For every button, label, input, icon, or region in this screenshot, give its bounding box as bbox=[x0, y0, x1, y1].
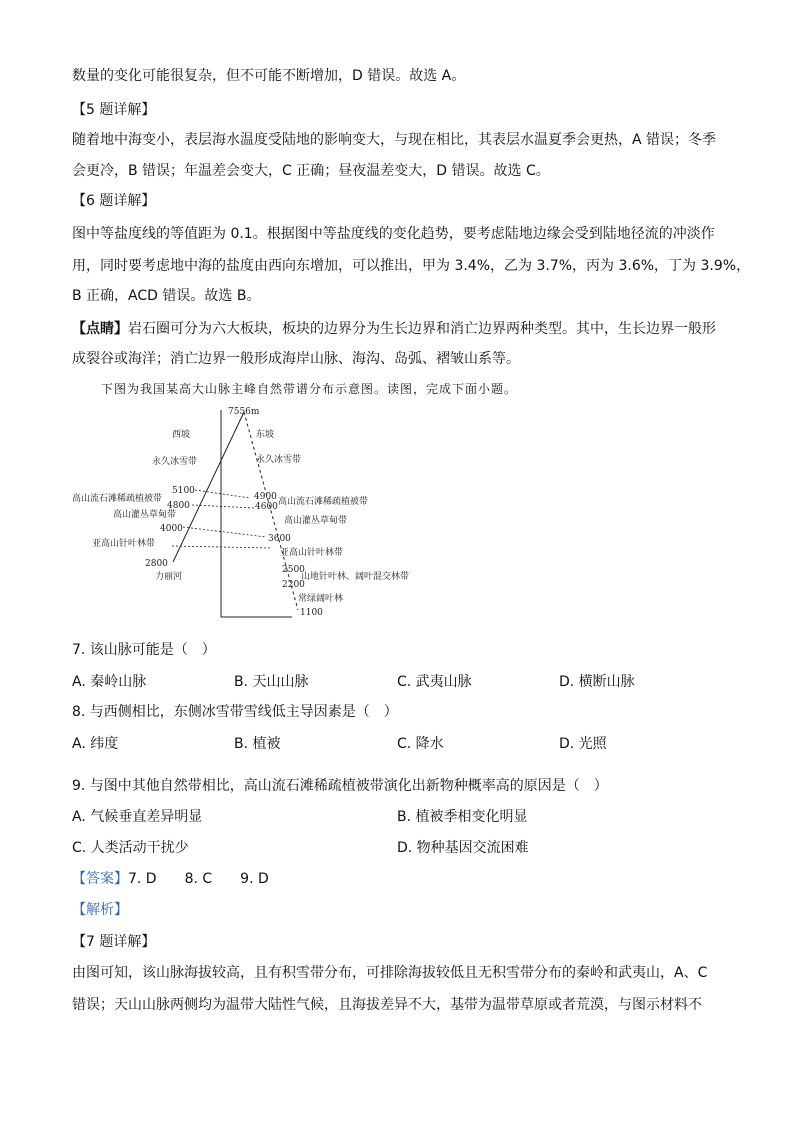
option-a[interactable]: A. 秦岭山脉 bbox=[72, 674, 147, 690]
text-line: 用，同时要考虑地中海的盐度由西向东增加，可以推出，甲为 3.4%，乙为 3.7%，丙为 3.6%，丁为 3.9%， bbox=[72, 258, 751, 274]
option-d[interactable]: D. 横断山脉 bbox=[559, 674, 635, 690]
elev-label: 4600 bbox=[255, 502, 278, 512]
zone-label: 永久冰雪带 bbox=[256, 455, 302, 465]
section-heading: 【5 题详解】 bbox=[72, 102, 156, 118]
zone-label: 亚高山针叶林带 bbox=[92, 539, 156, 549]
question-stem: 9. 与图中其他自然带相比，高山流石滩稀疏植被带演化出新物种概率高的原因是（ ） bbox=[72, 778, 608, 794]
text-line: 会更冷，B 错误；年温差会变大，C 正确；昼夜温差变大，D 错误。故选 C。 bbox=[72, 163, 550, 179]
point-text: 岩石圈可分为六大板块，板块的边界分为生长边界和消亡边界两种类型。其中，生长边界一般形 bbox=[128, 321, 716, 337]
figure-caption: 下图为我国某高大山脉主峰自然带谱分布示意图。读图，完成下面小题。 bbox=[101, 382, 518, 396]
option-c[interactable]: C. 武夷山脉 bbox=[397, 674, 472, 690]
elev-label: 2500 bbox=[282, 565, 305, 575]
zone-label: 常绿阔叶林 bbox=[298, 594, 344, 604]
text-line: 错误；天山山脉两侧均为温带大陆性气候，且海拔差异不大，基带为温带草原或者荒漠，与图示材料不 bbox=[72, 997, 702, 1013]
option-b[interactable]: B. 植被 bbox=[234, 736, 281, 752]
zone-label: 山地针叶林、阔叶混交林带 bbox=[301, 572, 410, 582]
mountain-diagram bbox=[0, 400, 794, 640]
option-a[interactable]: A. 纬度 bbox=[72, 736, 119, 752]
point-tag: 【点睛】 bbox=[72, 321, 128, 337]
elev-label: 4000 bbox=[160, 524, 183, 534]
east-label: 东坡 bbox=[256, 430, 275, 440]
elev-label: 5100 bbox=[172, 486, 195, 496]
section-heading: 【6 题详解】 bbox=[72, 193, 156, 209]
text-line: 随着地中海变小，表层海水温度受陆地的影响变大，与现在相比，其表层水温夏季会更热，A 错误；冬季 bbox=[72, 132, 717, 148]
section-heading: 【7 题详解】 bbox=[72, 934, 156, 950]
river-label: 力丽河 bbox=[155, 572, 183, 582]
answer-text: 7. D 8. C 9. D bbox=[128, 871, 269, 887]
zone-label: 高山灌丛草甸带 bbox=[284, 516, 348, 526]
text-line: B 正确，ACD 错误。故选 B。 bbox=[72, 288, 261, 304]
option-c[interactable]: C. 人类活动干扰少 bbox=[72, 840, 189, 856]
text-line: 成裂谷或海洋；消亡边界一般形成海岸山脉、海沟、岛弧、褶皱山系等。 bbox=[72, 351, 520, 367]
text-line bbox=[72, 319, 716, 339]
option-b[interactable]: B. 天山山脉 bbox=[234, 674, 309, 690]
text-line: 由图可知，该山脉海拔较高，且有积雪带分布，可排除海拔较低且无积雪带分布的秦岭和武夷山，A、C bbox=[72, 965, 708, 981]
question-stem: 7. 该山脉可能是（ ） bbox=[72, 642, 216, 658]
text-line: 图中等盐度线的等值距为 0.1。根据图中等盐度线的变化趋势，要考虑陆地边缘会受到陆地径流的冲淡作 bbox=[72, 226, 715, 242]
question-stem: 8. 与西侧相比，东侧冰雪带雪线低主导因素是（ ） bbox=[72, 704, 398, 720]
elev-label: 2200 bbox=[282, 580, 305, 590]
zone-label: 高山流石滩稀疏植被带 bbox=[278, 497, 369, 507]
west-label: 西坡 bbox=[172, 430, 191, 440]
option-d[interactable]: D. 光照 bbox=[559, 736, 607, 752]
zone-label: 永久冰雪带 bbox=[152, 457, 198, 467]
zone-label: 亚高山针叶林带 bbox=[280, 548, 344, 558]
option-d[interactable]: D. 物种基因交流困难 bbox=[397, 840, 529, 856]
text-line: 数量的变化可能很复杂，但不可能不断增加，D 错误。故选 A。 bbox=[72, 68, 466, 84]
elev-label: 4800 bbox=[167, 501, 190, 511]
elev-label: 1100 bbox=[300, 608, 323, 618]
boundary-line bbox=[195, 490, 250, 498]
answer-line bbox=[72, 869, 269, 889]
option-a[interactable]: A. 气候垂直差异明显 bbox=[72, 809, 203, 825]
elev-label: 2800 bbox=[145, 559, 168, 569]
option-b[interactable]: B. 植被季相变化明显 bbox=[397, 809, 528, 825]
peak-label: 7556m bbox=[228, 407, 260, 417]
zone-label: 高山流石滩稀疏植被带 bbox=[72, 494, 163, 504]
boundary-line bbox=[183, 527, 266, 537]
option-c[interactable]: C. 降水 bbox=[397, 736, 444, 752]
analysis-tag: 【解析】 bbox=[72, 902, 128, 918]
boundary-line bbox=[192, 505, 254, 508]
elev-label: 4900 bbox=[254, 492, 277, 502]
answer-tag: 【答案】 bbox=[72, 871, 128, 887]
elev-label: 3600 bbox=[268, 534, 291, 544]
zone-label: 高山灌丛草甸带 bbox=[113, 510, 177, 520]
